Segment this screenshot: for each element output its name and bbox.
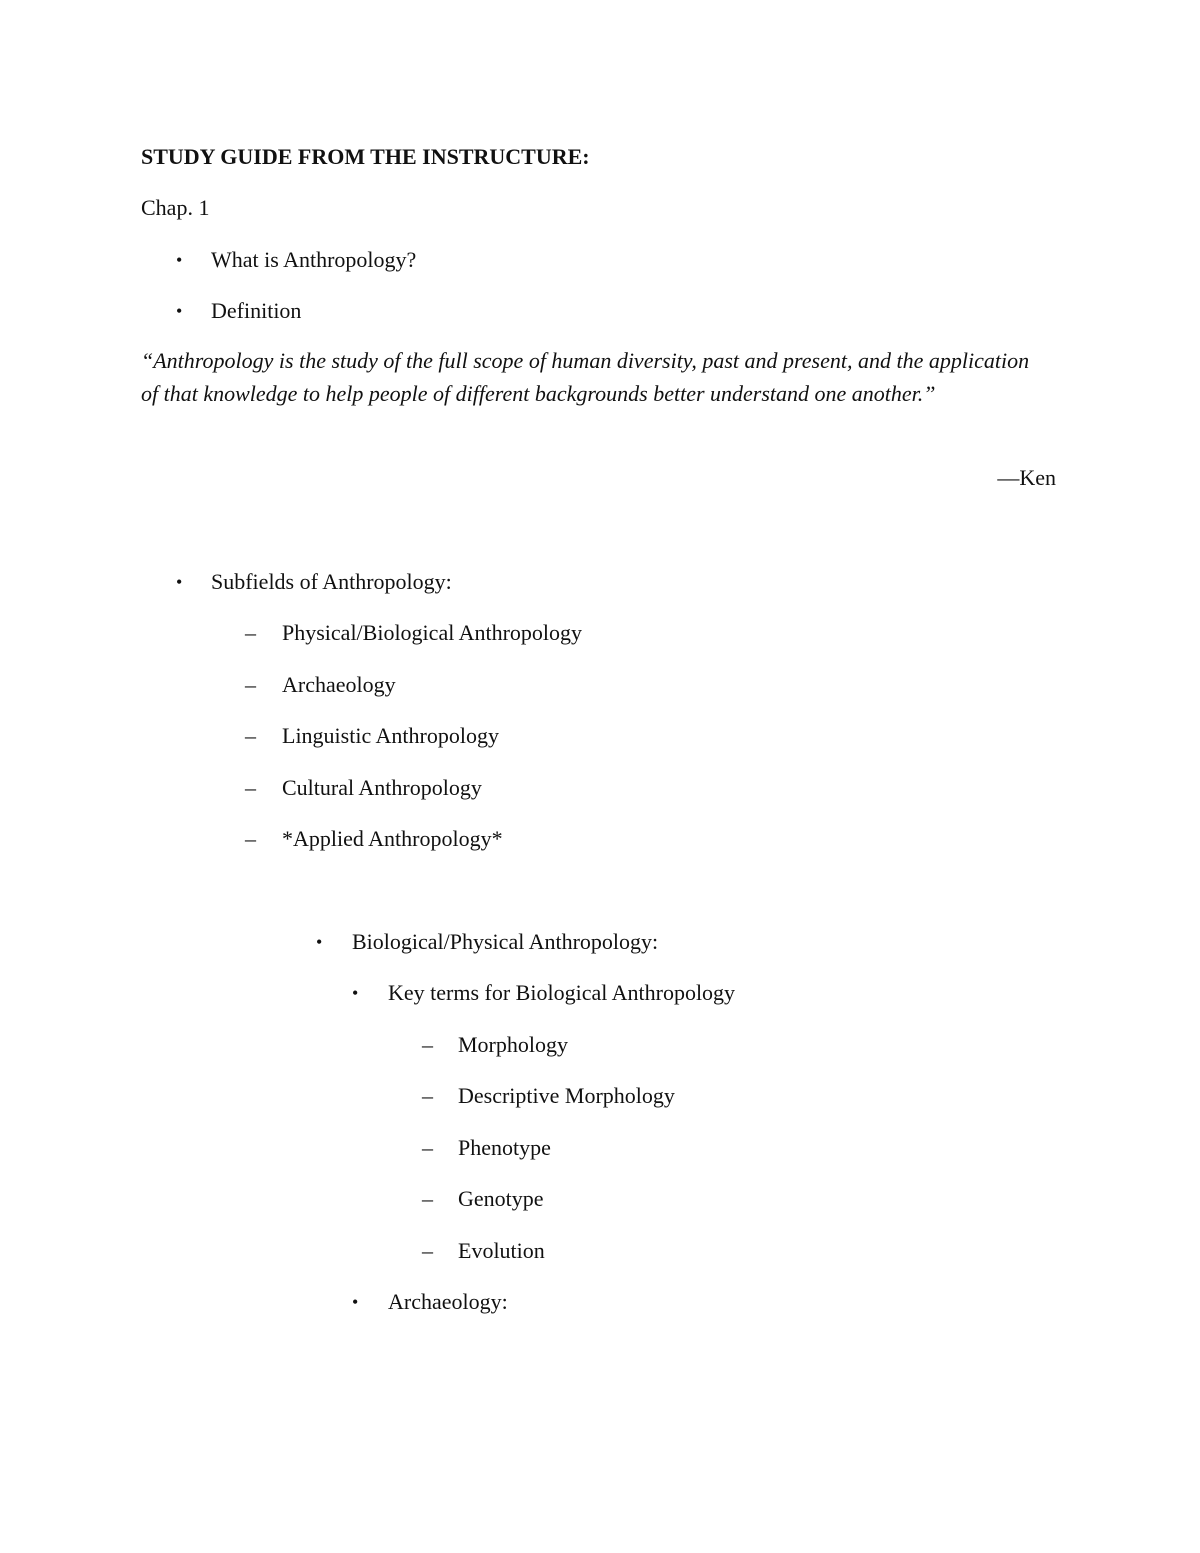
key-term-item: Morphology	[458, 1032, 568, 1057]
chapter-label: Chap. 1	[141, 195, 210, 220]
key-term-item: Phenotype	[458, 1135, 551, 1160]
key-term-item: Genotype	[458, 1186, 544, 1211]
key-term-item: Evolution	[458, 1238, 545, 1263]
dash-marker: –	[245, 826, 256, 851]
dash-marker: –	[422, 1238, 433, 1263]
dash-marker: –	[245, 723, 256, 748]
dash-marker: –	[422, 1083, 433, 1108]
list-item-what-is-anthropology: What is Anthropology?	[211, 247, 417, 272]
subfield-item: Linguistic Anthropology	[282, 723, 499, 748]
bio-heading: Biological/Physical Anthropology:	[352, 929, 659, 954]
document-title: STUDY GUIDE FROM THE INSTRUCTURE:	[141, 144, 590, 169]
list-item-definition: Definition	[211, 298, 302, 323]
dash-marker: –	[245, 620, 256, 645]
dash-marker: –	[422, 1186, 433, 1211]
dash-marker: –	[422, 1032, 433, 1057]
bullet-marker: •	[352, 1292, 359, 1312]
dash-marker: –	[245, 672, 256, 697]
key-terms-heading: Key terms for Biological Anthropology	[388, 980, 736, 1005]
subfields-heading: Subfields of Anthropology:	[211, 569, 452, 594]
key-term-item: Descriptive Morphology	[458, 1083, 675, 1108]
bullet-marker: •	[176, 250, 183, 270]
bullet-marker: •	[316, 932, 323, 952]
bullet-marker: •	[176, 301, 183, 321]
subfield-item: Archaeology	[282, 672, 396, 697]
quote-attribution: —Ken	[997, 465, 1056, 490]
bullet-marker: •	[352, 983, 359, 1003]
dash-marker: –	[245, 775, 256, 800]
dash-marker: –	[422, 1135, 433, 1160]
subfield-item: Cultural Anthropology	[282, 775, 482, 800]
subfield-item: *Applied Anthropology*	[282, 826, 503, 851]
subfield-item: Physical/Biological Anthropology	[282, 620, 583, 645]
archaeology-heading: Archaeology:	[388, 1289, 508, 1314]
bullet-marker: •	[176, 572, 183, 592]
definition-quote: “Anthropology is the study of the full scope of human diversity, past and present, and the application of that knowledge to help people of different backgrounds better understand one another.”	[141, 348, 1030, 406]
